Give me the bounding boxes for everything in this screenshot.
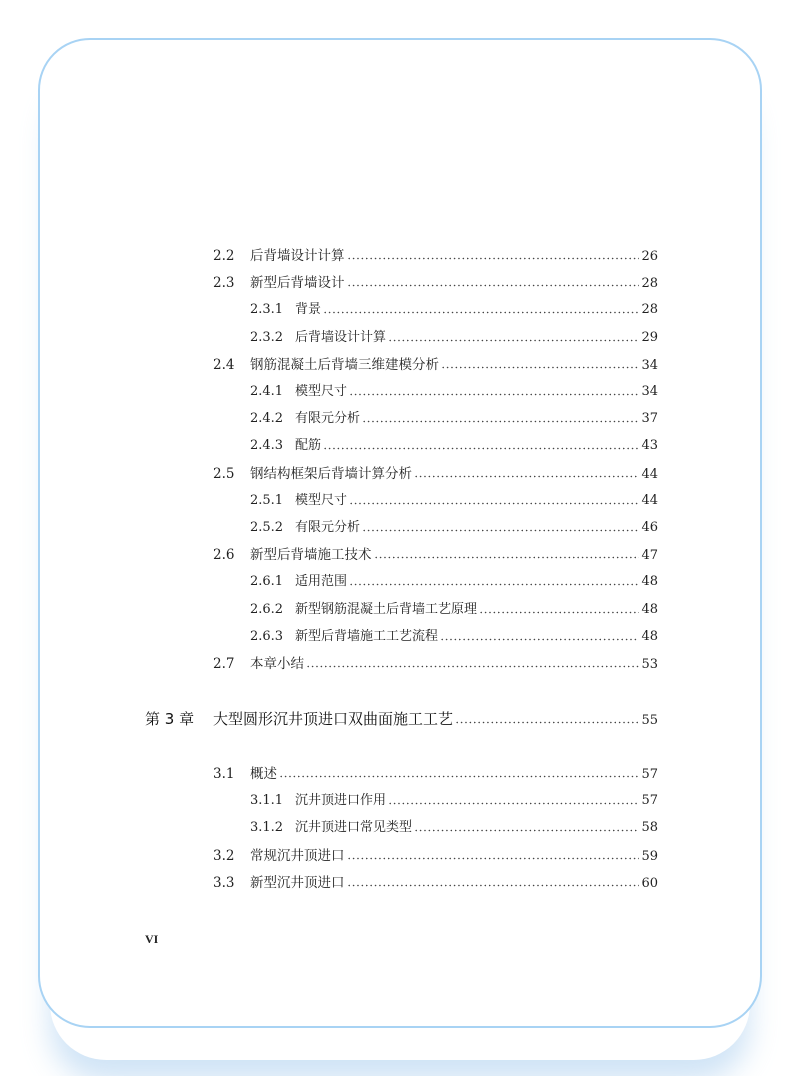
dot-leader	[349, 583, 639, 586]
dot-leader	[441, 366, 639, 369]
entry-number: 2.6.2	[250, 601, 284, 617]
entry-page: 44	[641, 466, 658, 482]
entry-title: 新型后背墙施工工艺流程	[295, 628, 439, 644]
entry-title: 常规沉井顶进口	[250, 847, 345, 864]
entry-title: 背景	[295, 302, 322, 318]
dot-leader	[306, 665, 639, 668]
toc-entry[interactable]	[213, 271, 658, 293]
toc-entry[interactable]	[250, 298, 658, 320]
dot-leader	[279, 775, 639, 778]
entry-page: 46	[641, 520, 658, 535]
entry-number: 2.3	[213, 275, 235, 292]
toc-entry[interactable]	[250, 816, 658, 838]
entry-number: 3.3	[213, 874, 235, 891]
toc-entry[interactable]	[250, 598, 658, 620]
toc-entry[interactable]	[250, 516, 658, 538]
entry-number: 2.7	[213, 656, 235, 672]
entry-page: 60	[641, 875, 658, 891]
toc-entry[interactable]	[213, 244, 658, 266]
dot-leader	[388, 339, 639, 342]
entry-number: 2.6.3	[250, 628, 284, 644]
dot-leader	[388, 802, 639, 805]
entry-title: 新型后背墙施工技术	[250, 547, 372, 564]
entry-number: 3.1	[213, 766, 235, 782]
entry-number: 2.5	[213, 465, 235, 482]
entry-title: 新型沉井顶进口	[250, 874, 345, 891]
toc-entry[interactable]	[213, 762, 658, 784]
entry-page: 53	[641, 657, 658, 672]
entry-number: 3.1.2	[250, 820, 284, 836]
entry-number: 2.4	[213, 356, 235, 373]
toc-entry[interactable]	[250, 489, 658, 511]
entry-number: 第 3 章	[145, 710, 195, 728]
entry-number: 3.1.1	[250, 793, 284, 809]
entry-page: 47	[641, 548, 658, 564]
dot-leader	[347, 884, 640, 887]
entry-page: 48	[641, 601, 658, 617]
entry-title: 配筋	[295, 438, 322, 454]
entry-title: 后背墙设计计算	[295, 329, 387, 345]
dot-leader	[414, 829, 639, 832]
entry-number: 2.4.2	[250, 411, 284, 427]
entry-number: 2.5.1	[250, 492, 284, 508]
entry-page: 26	[641, 249, 658, 264]
toc-entry[interactable]	[250, 407, 658, 429]
entry-title: 钢结构框架后背墙计算分析	[250, 465, 412, 482]
dot-leader	[323, 447, 639, 450]
entry-number: 2.3.2	[250, 329, 284, 345]
entry-number: 2.4.3	[250, 438, 284, 454]
toc-entry[interactable]	[213, 652, 658, 674]
entry-number: 2.6.1	[250, 574, 284, 590]
dot-leader	[414, 475, 639, 478]
toc-entry[interactable]	[145, 708, 658, 730]
entry-title: 本章小结	[250, 656, 304, 672]
entry-page: 58	[641, 820, 658, 836]
dot-leader	[362, 529, 639, 532]
dot-leader	[362, 420, 639, 423]
toc-entry[interactable]	[213, 871, 658, 893]
entry-title: 新型钢筋混凝土后背墙工艺原理	[295, 601, 478, 617]
entry-title: 沉井顶进口常见类型	[295, 820, 413, 836]
toc-entry[interactable]	[250, 434, 658, 456]
dot-leader	[349, 502, 639, 505]
toc-entry[interactable]	[213, 462, 658, 484]
toc-entry[interactable]	[213, 844, 658, 866]
dot-leader	[323, 311, 639, 314]
entry-number: 2.5.2	[250, 520, 284, 535]
entry-title: 大型圆形沉井顶进口双曲面施工工艺	[213, 710, 454, 728]
entry-title: 有限元分析	[295, 520, 361, 535]
entry-page: 48	[641, 628, 658, 644]
entry-title: 钢筋混凝土后背墙三维建模分析	[250, 356, 439, 373]
entry-page: 59	[641, 848, 658, 864]
dot-leader	[440, 638, 639, 641]
dot-leader	[374, 556, 640, 559]
entry-number: 2.3.1	[250, 302, 284, 318]
dot-leader	[347, 857, 640, 860]
entry-title: 模型尺寸	[295, 492, 348, 508]
entry-title: 沉井顶进口作用	[295, 793, 387, 809]
toc-entry[interactable]	[250, 570, 658, 592]
dot-leader	[347, 257, 640, 260]
entry-number: 3.2	[213, 847, 235, 864]
page-number: VI	[145, 932, 159, 946]
toc-entry[interactable]	[250, 789, 658, 811]
entry-title: 模型尺寸	[295, 384, 348, 399]
toc-entry[interactable]	[213, 543, 658, 565]
entry-page: 43	[641, 438, 658, 454]
dot-leader	[349, 393, 639, 396]
entry-page: 28	[641, 276, 658, 292]
entry-page: 29	[641, 329, 658, 345]
entry-number: 2.4.1	[250, 384, 284, 399]
entry-page: 34	[641, 357, 658, 373]
toc-entry[interactable]	[213, 353, 658, 375]
entry-title: 新型后背墙设计	[250, 275, 345, 292]
entry-page: 37	[641, 411, 658, 427]
entry-page: 28	[641, 302, 658, 318]
dot-leader	[479, 611, 639, 614]
dot-leader	[347, 284, 640, 287]
entry-page: 57	[641, 767, 658, 782]
entry-title: 后背墙设计计算	[250, 248, 345, 264]
toc-entry[interactable]	[250, 625, 658, 647]
toc-entry[interactable]	[250, 326, 658, 348]
entry-title: 适用范围	[295, 574, 348, 590]
entry-page: 34	[641, 384, 658, 399]
entry-number: 2.6	[213, 547, 235, 564]
dot-leader	[455, 721, 639, 724]
entry-page: 48	[641, 574, 658, 590]
entry-number: 2.2	[213, 248, 235, 264]
entry-title: 有限元分析	[295, 411, 361, 427]
entry-page: 57	[641, 793, 658, 809]
entry-page: 55	[641, 713, 658, 728]
entry-title: 概述	[250, 766, 277, 782]
entry-page: 44	[641, 492, 658, 508]
toc-entry[interactable]	[250, 380, 658, 402]
